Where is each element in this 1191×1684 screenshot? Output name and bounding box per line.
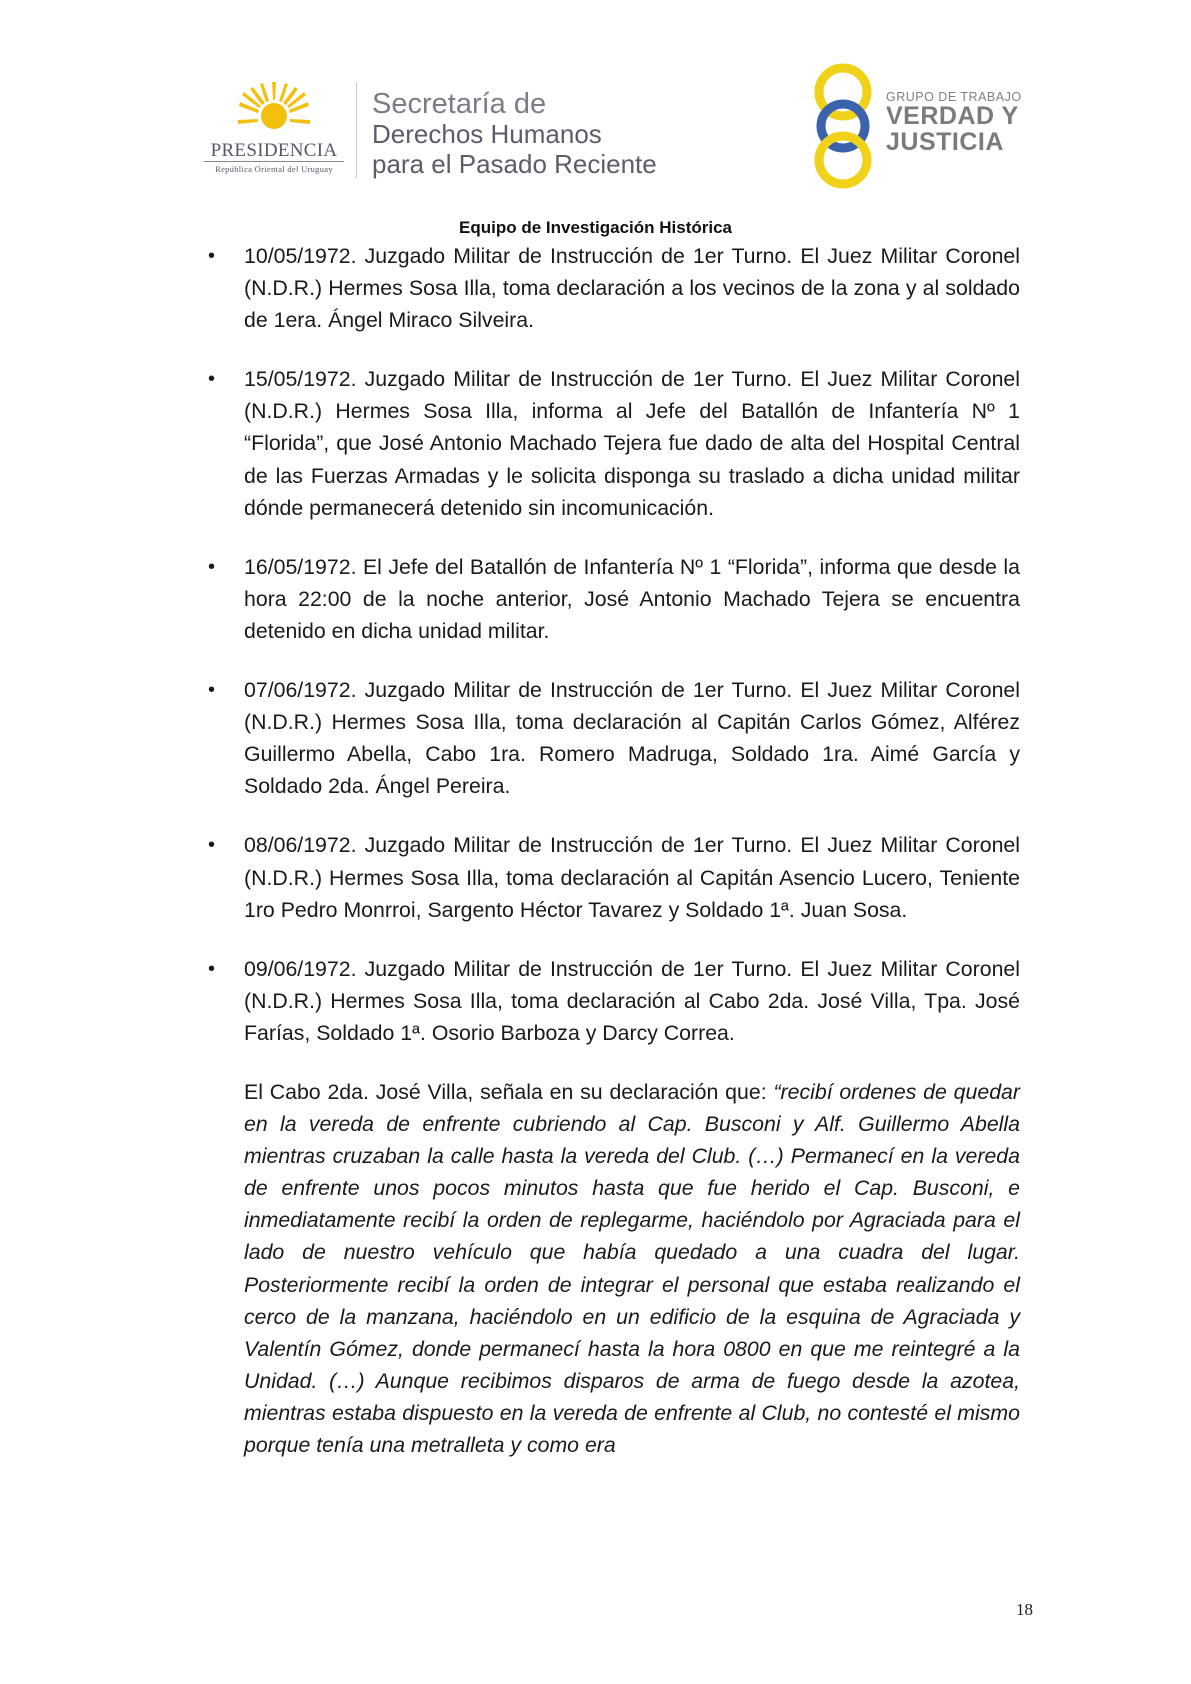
bullet-icon: • — [208, 834, 216, 857]
entry-text: 15/05/1972. Juzgado Militar de Instrucción de 1er Turno. El Juez Militar Coronel (N.D.R.) Hermes Sosa Illa, informa al Jefe del Batallón de Infantería Nº 1 “Florida”, que José Antonio Machado Tejera fue dado de alta del Hospital Central de las Fuerzas Armadas y le solicita disponga su traslado a dicha unidad militar dónde permanecerá detenido sin incomunicación. — [244, 367, 1020, 520]
team-title: Equipo de Investigación Histórica — [459, 218, 732, 237]
entry-text: 07/06/1972. Juzgado Militar de Instrucción de 1er Turno. El Juez Militar Coronel (N.D.R.) Hermes Sosa Illa, toma declaración al Capitán Carlos Gómez, Alférez Guillermo Abella, Cabo 1ra. Romero Madruga, Soldado 1ra. Aimé García y Soldado 2da. Ángel Pereira. — [244, 678, 1020, 799]
bullet-icon: • — [208, 245, 216, 267]
secretaria-title — [372, 88, 657, 179]
bullet-icon: • — [208, 368, 216, 391]
header-divider — [356, 82, 357, 178]
sun-icon — [238, 80, 310, 138]
entry-text: 16/05/1972. El Jefe del Batallón de Infantería Nº 1 “Florida”, informa que desde la hora 22:00 de la noche anterior, José Antonio Machado Tejera se encuentra detenido en dicha unidad militar. — [244, 554, 1020, 643]
list-item — [208, 829, 1020, 925]
list-item — [208, 674, 1020, 802]
grupo-trabajo-title — [886, 90, 1022, 155]
entry-text: 10/05/1972. Juzgado Militar de Instrucción de 1er Turno. El Juez Militar Coronel (N.D.R.) Hermes Sosa Illa, toma declaración a los vecinos de la zona y al soldado de 1era. Ángel Miraco Silveira. — [244, 244, 1020, 333]
secretaria-line-2: Derechos Humanos — [372, 119, 602, 150]
presidencia-logo — [196, 80, 352, 180]
bullet-icon: • — [208, 957, 216, 980]
list-item — [208, 363, 1020, 523]
presidencia-rule — [204, 161, 344, 162]
verdad-justicia-rings-icon — [808, 62, 878, 190]
document-body — [208, 240, 1020, 1461]
list-item — [208, 953, 1020, 1049]
grupo-line-3: JUSTICIA — [886, 127, 1004, 156]
quote-intro: El Cabo 2da. José Villa, señala en su declaración que: — [244, 1079, 774, 1104]
quote-paragraph — [244, 1076, 1020, 1461]
presidencia-wordmark: PRESIDENCIA — [210, 140, 338, 161]
list-item — [208, 551, 1020, 647]
page-header — [0, 0, 1191, 215]
secretaria-line-3: para el Pasado Reciente — [372, 148, 657, 179]
presidencia-subtitle: República Oriental del Uruguay — [215, 164, 333, 174]
list-item — [208, 240, 1020, 336]
page-number: 18 — [1016, 1600, 1033, 1619]
bullet-icon: • — [208, 555, 216, 578]
grupo-line-2: VERDAD Y — [886, 102, 1019, 130]
bullet-icon: • — [208, 679, 216, 702]
grupo-line-1: GRUPO DE TRABAJO — [886, 90, 1022, 104]
entry-text: 08/06/1972. Juzgado Militar de Instrucción de 1er Turno. El Juez Militar Coronel (N.D.R.) Hermes Sosa Illa, toma declaración al Capitán Asencio Lucero, Teniente 1ro Pedro Monrroi, Sargento Héctor Tavarez y Soldado 1ª. Juan Sosa. — [244, 833, 1020, 922]
secretaria-line-1: Secretaría de — [372, 88, 547, 120]
quote-text: “recibí ordenes de quedar en la vereda de enfrente cubriendo al Cap. Busconi y Alf. Guillermo Abella mientras cruzaban la calle hasta la vereda del Club. (…) Permanecí en la vereda de enfrente unos pocos minutos hasta que fue herido el Cap. Busconi, e inmediatamente recibí la orden de replegarme, haciéndolo por Agraciada para el lado de nuestro vehículo que había quedado a una cuadra del lugar. Posteriormente recibí la orden de integrar el personal que estaba realizando el cerco de la manzana, haciéndolo en un edificio de la esquina de Agraciada y Valentín Gómez, donde permanecí hasta la hora 0800 en que me reintegré a la Unidad. (…) Aunque recibimos disparos de arma de fuego desde la azotea, mientras estaba dispuesto en la vereda de enfrente al Club, no contesté el mismo porque tenía una metralleta y como era — [244, 1079, 1020, 1457]
entry-text: 09/06/1972. Juzgado Militar de Instrucción de 1er Turno. El Juez Militar Coronel (N.D.R.) Hermes Sosa Illa, toma declaración al Cabo 2da. José Villa, Tpa. José Farías, Soldado 1ª. Osorio Barboza y Darcy Correa. — [244, 956, 1020, 1045]
